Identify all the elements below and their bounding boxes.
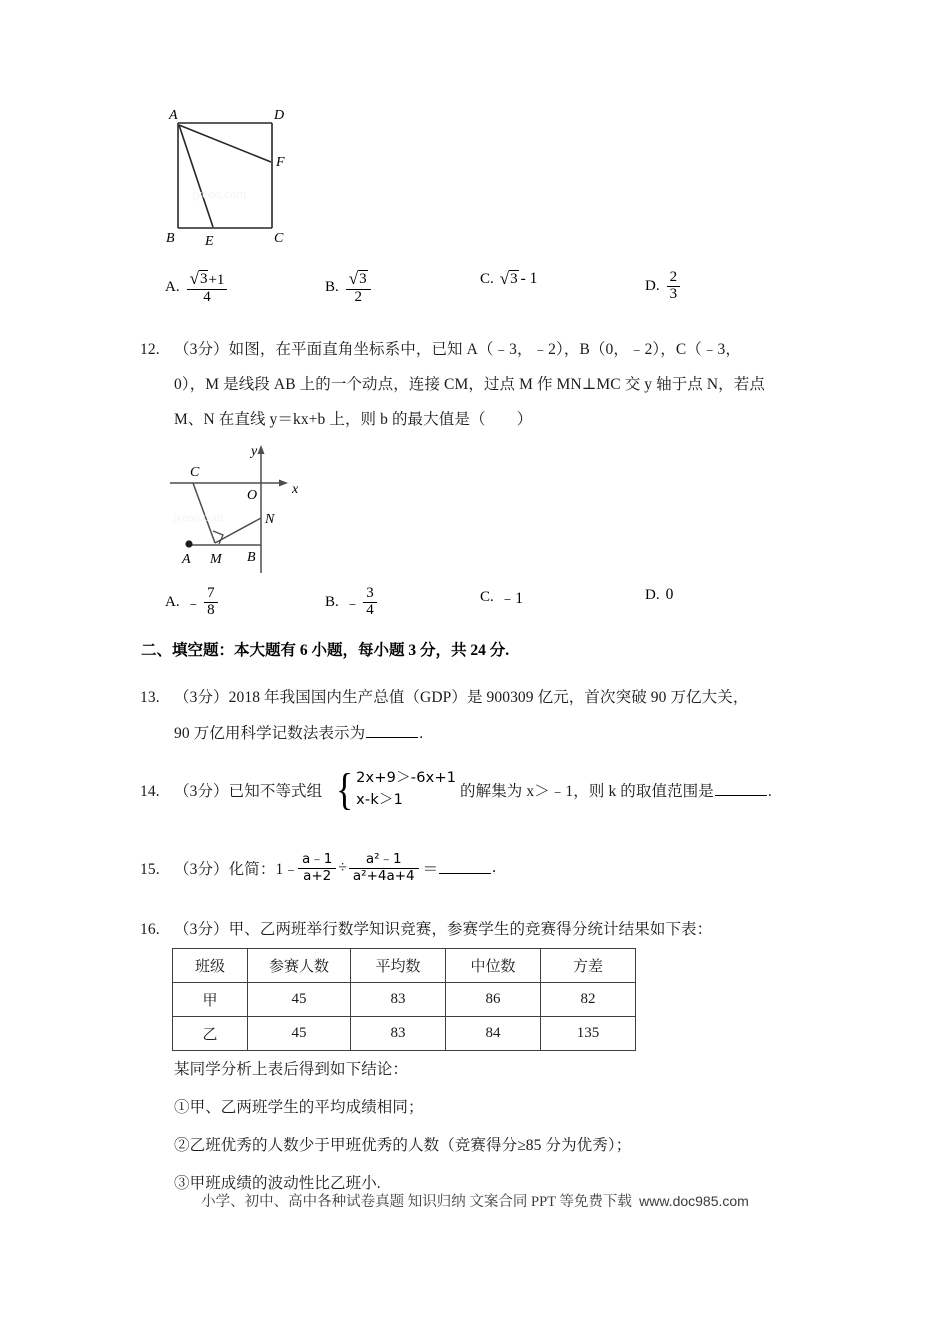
- q11-choice-c-value: √ 3: [499, 269, 518, 288]
- figure-label-b: B: [247, 550, 256, 565]
- q11-c-radicand: 3: [510, 271, 518, 287]
- figure-label-f: F: [276, 155, 285, 170]
- q14-answer-blank[interactable]: [715, 784, 767, 796]
- q15-equals: ＝: [422, 861, 439, 879]
- figure-coordinate-plane: [165, 443, 425, 578]
- table-header-participants: 参赛人数: [248, 949, 351, 983]
- table-header-variance: 方差: [541, 949, 636, 983]
- q14-inequality-1: 2x+9＞-6x+1: [356, 770, 457, 786]
- q12-b-num: 3: [366, 585, 374, 601]
- q15-line1: [140, 860, 299, 881]
- q12-number: 12.: [140, 341, 160, 358]
- q12-choice-a[interactable]: [165, 586, 325, 619]
- q12-line3: [174, 410, 532, 431]
- q15-text-pre: 化简：1﹣: [228, 861, 299, 878]
- figure-watermark: jyeoo.com: [173, 510, 224, 524]
- q12-text1: 如图，在平面直角坐标系中，已知 A（﹣3，﹣2），B（0，﹣2），C（﹣3，: [228, 341, 741, 358]
- q16-number: 16.: [140, 921, 160, 938]
- q12-b-sign: ﹣: [344, 595, 361, 613]
- q12-line1: [140, 340, 741, 361]
- figure-square-abcd: [152, 100, 412, 255]
- q11-choice-a-value: √ 3 +1 4: [187, 270, 228, 306]
- table-header-class: 班级: [173, 949, 248, 983]
- figure-label-b: B: [166, 231, 175, 246]
- q12-d-value: 0: [665, 586, 674, 603]
- table-cell: 45: [248, 983, 351, 1017]
- figure-label-m: M: [210, 552, 222, 567]
- q15-number: 15.: [140, 861, 160, 878]
- table-cell: 乙: [173, 1017, 248, 1051]
- table-cell: 83: [351, 1017, 446, 1051]
- q15-f2-den: a²+4a+4: [349, 868, 419, 885]
- q11-d-num: 2: [669, 269, 678, 285]
- figure-label-c: C: [274, 231, 284, 246]
- q13-answer-blank[interactable]: [366, 726, 418, 738]
- q15-f2-num: a²﹣1: [365, 851, 402, 867]
- q16-score: （3分）: [174, 921, 229, 938]
- q14-line2: [460, 782, 772, 803]
- table-cell: 83: [351, 983, 446, 1017]
- q11-c-tail: - 1: [520, 270, 538, 288]
- q11-choice-b-value: √ 3 2: [346, 270, 371, 306]
- q11-choice-a-label: A.: [165, 279, 180, 296]
- q12-choice-a-label: A.: [165, 593, 180, 610]
- q14-number: 14.: [140, 783, 160, 800]
- q11-a-tail: +1: [208, 272, 225, 288]
- q13-text2-post: .: [419, 725, 424, 742]
- q16-conclusion-1: ①甲、乙两班学生的平均成绩相同；: [174, 1099, 424, 1116]
- q12-c-value: ﹣1: [499, 590, 524, 607]
- q13-line2: [174, 724, 423, 745]
- q15-f1-den: a+2: [298, 868, 336, 885]
- statistics-table: [172, 948, 636, 1051]
- figure-label-y-axis: y: [251, 444, 258, 459]
- figure-label-d: D: [274, 108, 285, 123]
- q14-inequality-2: x-k＞1: [356, 791, 404, 808]
- q13-number: 13.: [140, 689, 160, 706]
- q11-b-den: 2: [346, 289, 371, 306]
- q12-score: （3分）: [174, 341, 229, 358]
- q11-choice-b-label: B.: [325, 279, 339, 296]
- q11-choice-a[interactable]: [165, 270, 325, 306]
- table-cell: 82: [541, 983, 636, 1017]
- q15-text-post: .: [492, 859, 497, 877]
- q16-conclusion-intro: 某同学分析上表后得到如下结论：: [174, 1061, 409, 1078]
- table-header-mean: 平均数: [351, 949, 446, 983]
- q11-a-den: 4: [187, 289, 228, 306]
- figure-watermark: jyeoo.com: [192, 186, 247, 201]
- q12-choice-c-label: C.: [480, 588, 494, 605]
- table-cell: 84: [446, 1017, 541, 1051]
- figure-label-a: A: [169, 108, 178, 123]
- footer-url[interactable]: www.doc985.com: [639, 1193, 749, 1209]
- footer-text: 小学、初中、高中各种试卷真题 知识归纳 文案合同 PPT 等免费下载: [201, 1194, 632, 1210]
- table-cell: 135: [541, 1017, 636, 1051]
- q12-choice-b-value: [363, 586, 377, 619]
- table-header-row: [173, 949, 636, 983]
- q15-answer-blank[interactable]: [439, 862, 491, 874]
- q11-choice-c[interactable]: [480, 270, 645, 288]
- q12-choice-c[interactable]: [480, 586, 645, 608]
- figure-label-a: A: [182, 552, 191, 567]
- q14-inequality-system: [334, 764, 457, 814]
- q11-d-den: 3: [667, 286, 681, 303]
- q11-choice-d-label: D.: [645, 277, 660, 294]
- page-footer: [0, 1190, 950, 1211]
- q12-a-sign: ﹣: [185, 595, 202, 613]
- table-row: [173, 983, 636, 1017]
- q12-choice-b-label: B.: [325, 593, 339, 610]
- q12-choice-d-label: D.: [645, 586, 660, 603]
- figure-label-x-axis: x: [292, 482, 299, 497]
- q11-choice-d-value: [667, 270, 681, 303]
- q16-conclusion-2: ②乙班优秀的人数少于甲班优秀的人数（竞赛得分≥85 分为优秀）；: [174, 1137, 632, 1154]
- q15-score: （3分）: [174, 861, 229, 878]
- table-cell: 甲: [173, 983, 248, 1017]
- q11-choice-d[interactable]: [645, 270, 681, 303]
- q14-text-post: .: [767, 783, 772, 800]
- q15-expression: [296, 852, 496, 885]
- q12-choice-d[interactable]: [645, 586, 673, 604]
- table-cell: 45: [248, 1017, 351, 1051]
- q14-text-mid: 的解集为 x＞﹣1，则 k 的取值范围是: [460, 783, 714, 800]
- q11-a-radicand: 3: [199, 271, 208, 287]
- q12-choice-a-value: [204, 586, 218, 619]
- q11-choice-c-label: C.: [480, 270, 494, 287]
- q12-a-num: 7: [207, 585, 215, 601]
- figure-label-origin: O: [247, 488, 258, 503]
- figure-label-c: C: [190, 465, 200, 480]
- q12-line2: [174, 375, 765, 396]
- q13-score: （3分）: [174, 689, 229, 706]
- q11-choices: [165, 270, 805, 306]
- table-row: [173, 1017, 636, 1051]
- q12-b-den: 4: [363, 602, 377, 619]
- q15-fraction-1: [298, 852, 336, 885]
- q16-text1: 甲、乙两班举行数学知识竞赛，参赛学生的竞赛得分统计结果如下表：: [228, 921, 713, 938]
- q12-choice-b[interactable]: [325, 586, 480, 619]
- table-cell: 86: [446, 983, 541, 1017]
- figure-label-e: E: [205, 234, 214, 249]
- q15-fraction-2: [349, 852, 419, 885]
- q11-choice-b[interactable]: [325, 270, 480, 306]
- q12-a-den: 8: [204, 602, 218, 619]
- q12-text3: M、N 在直线 y＝kx+b 上，则 b 的最大值是（ ）: [174, 411, 533, 428]
- figure-label-n: N: [265, 512, 275, 527]
- q12-choices: [165, 586, 805, 619]
- q13-text1: 2018 年我国国内生产总值（GDP）是 900309 亿元，首次突破 90 万亿大关，: [228, 689, 749, 706]
- q13-line1: [140, 688, 748, 709]
- q16-conclusion-3: ③甲班成绩的波动性比乙班小.: [174, 1175, 381, 1192]
- table-header-median: 中位数: [446, 949, 541, 983]
- q12-text2: 0），M 是线段 AB 上的一个动点，连接 CM，过点 M 作 MN⊥MC 交 y 轴于点 N，若点: [174, 376, 765, 393]
- q14-line1: [140, 782, 322, 803]
- section-2-heading: 二、填空题：本大题有 6 小题，每小题 3 分，共 24 分.: [141, 642, 510, 659]
- q14-score: （3分）: [174, 783, 229, 800]
- q11-b-radicand: 3: [359, 271, 367, 287]
- q15-operator: ÷: [338, 859, 347, 877]
- q16-line1: [140, 920, 712, 941]
- left-brace-icon: {: [336, 764, 354, 814]
- q15-f1-num: a﹣1: [302, 851, 333, 867]
- q14-text-pre: 已知不等式组: [228, 783, 323, 800]
- q13-text2-pre: 90 万亿用科学记数法表示为: [174, 725, 366, 742]
